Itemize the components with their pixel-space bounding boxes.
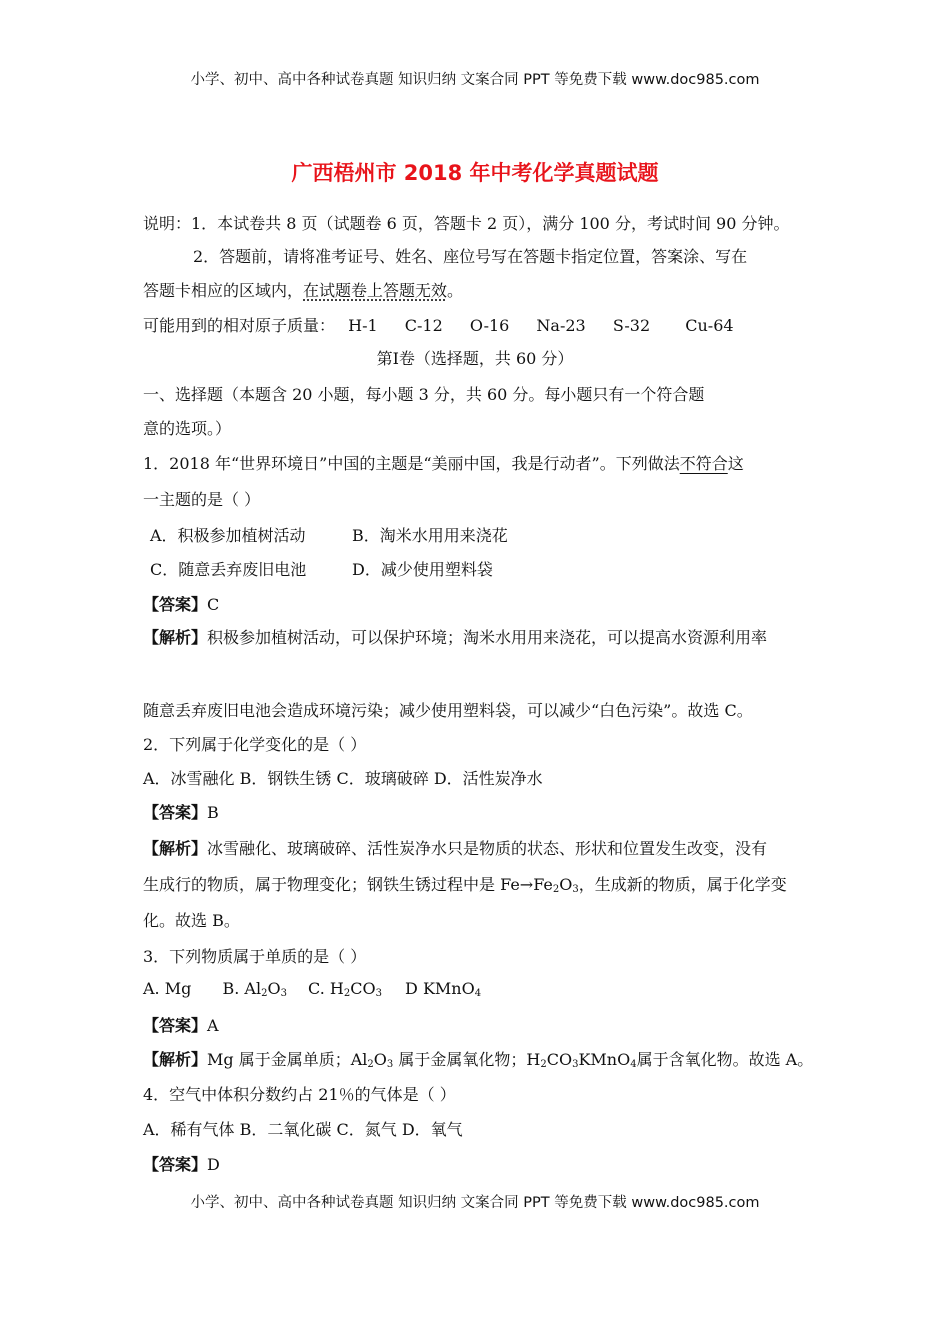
q1-emphasis: 不符合: [679, 454, 728, 473]
q1-option-b: B．淘米水用用来浇花: [352, 526, 508, 545]
q3-stem: 3．下列物质属于单质的是（ ）: [143, 947, 367, 966]
page-footer: 小学、初中、高中各种试卷真题 知识归纳 文案合同 PPT 等免费下载 www.doc985.com: [190, 1195, 760, 1211]
q1-analysis: 【解析】积极参加植树活动，可以保护环境；淘米水用用来浇花，可以提高水资源利用率: [143, 628, 768, 647]
intro-line-1: 说明：1．本试卷共 8 页（试题卷 6 页，答题卡 2 页），满分 100 分，考试时间 90 分钟。: [143, 214, 790, 233]
part1-line-1: 一、选择题（本题含 20 小题，每小题 3 分，共 60 分。每小题只有一个符合题: [143, 385, 705, 404]
intro-line-2: 2．答题前，请将准考证号、姓名、座位号写在答题卡指定位置，答案涂、写在: [193, 247, 748, 266]
q2-stem: 2．下列属于化学变化的是（ ）: [143, 735, 367, 754]
intro-line-3: 答题卡相应的区域内，在试题卷上答题无效。: [143, 281, 464, 300]
q1-answer: 【答案】C: [143, 595, 220, 614]
q4-options: A．稀有气体 B．二氧化碳 C．氮气 D．氧气: [143, 1120, 463, 1139]
q1-option-a: A．积极参加植树活动: [150, 526, 306, 545]
q1-stem-2: 一主题的是（ ）: [143, 490, 261, 509]
section-heading: 第Ⅰ卷（选择题，共 60 分）: [376, 349, 574, 368]
q2-options: A．冰雪融化 B．钢铁生锈 C．玻璃破碎 D．活性炭净水: [143, 769, 543, 788]
page-header: 小学、初中、高中各种试卷真题 知识归纳 文案合同 PPT 等免费下载 www.doc985.com: [190, 72, 760, 88]
q2-answer: 【答案】B: [143, 803, 219, 822]
q1-stem: 1．2018 年“世界环境日”中国的主题是“美丽中国，我是行动者”。下列做法不符合这: [143, 454, 744, 473]
q4-answer: 【答案】D: [143, 1155, 220, 1174]
part1-line-2: 意的选项。）: [143, 419, 232, 438]
q4-stem: 4．空气中体积分数约占 21％的气体是（ ）: [143, 1085, 456, 1104]
q3-options: A. Mg B. $Al_2O_3$ C. $H_2CO_3$ D KMnO$_4$: [143, 979, 482, 999]
atomic-masses: 可能用到的相对原子质量： H-1 C-12 O-16 Na-23 S-32 Cu-64: [143, 316, 734, 335]
q2-analysis-2: 生成行的物质，属于物理变化；钢铁生锈过程中是 $Fe\to Fe_2O_3$，生成新的物质，属于化学变: [143, 875, 787, 895]
q3-analysis: 【解析】Mg 属于金属单质；$Al_2O_3$ 属于金属氧化物；$H_2CO_3KMnO_4$属于含氧化物。故选 A。: [143, 1050, 814, 1070]
q3-answer: 【答案】A: [143, 1016, 219, 1035]
warning-text: 在试题卷上答题无效: [303, 281, 448, 300]
q2-analysis-3: 化。故选 B。: [143, 911, 240, 930]
q1-analysis-2: 随意丢弃废旧电池会造成环境污染；减少使用塑料袋，可以减少“白色污染”。故选 C。: [143, 701, 753, 720]
q1-option-d: D．减少使用塑料袋: [352, 560, 493, 579]
q1-option-c: C．随意丢弃废旧电池: [150, 560, 307, 579]
q2-analysis: 【解析】冰雪融化、玻璃破碎、活性炭净水只是物质的状态、形状和位置发生改变，没有: [143, 839, 768, 858]
page-title: 广西梧州市 2018 年中考化学真题试题: [291, 161, 659, 185]
